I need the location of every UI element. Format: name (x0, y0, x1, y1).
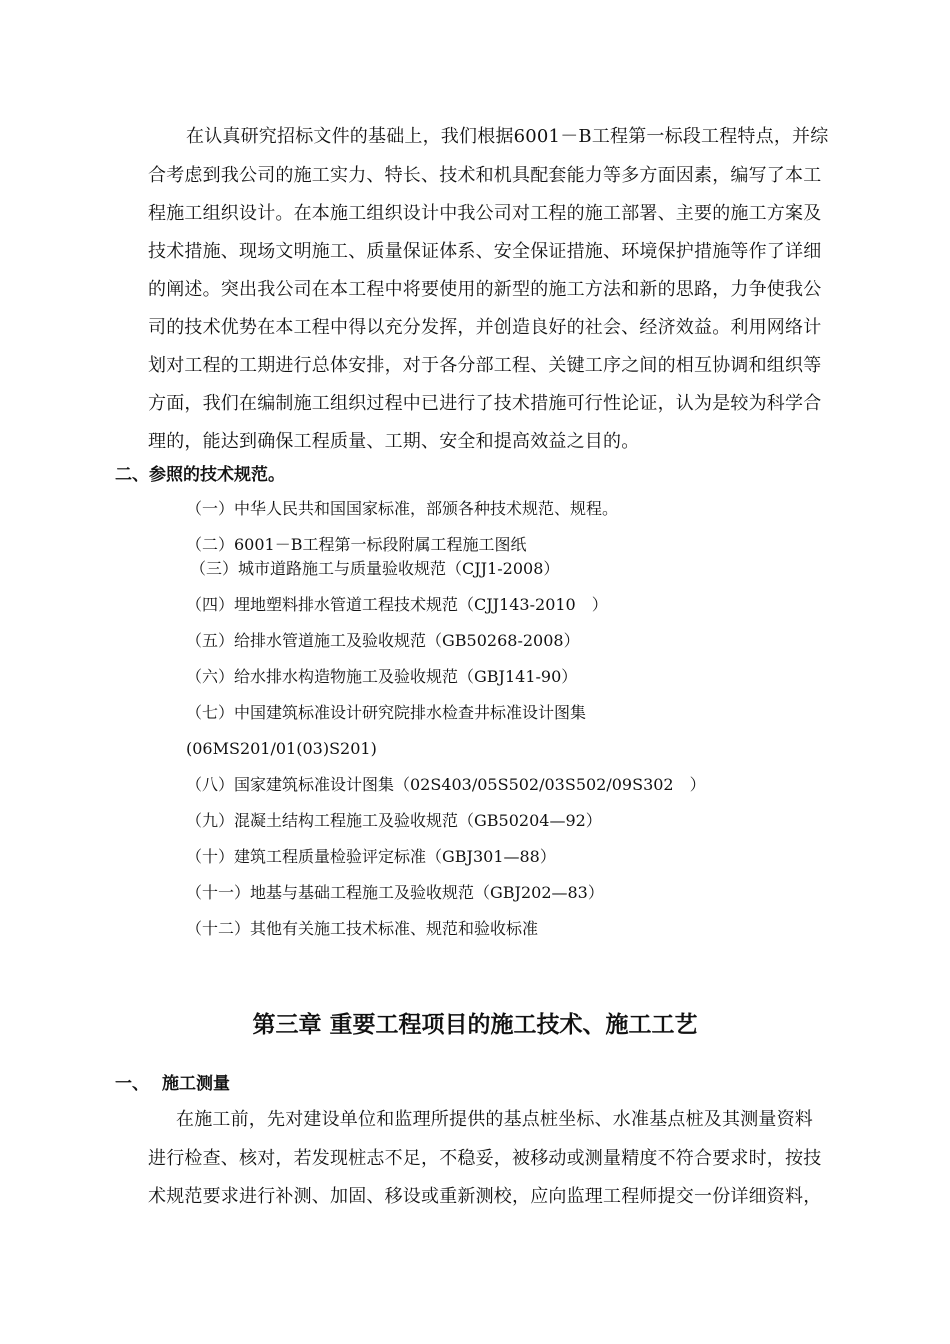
reference-item-2: （二）6001－B工程第一标段附属工程施工图纸 (186, 535, 527, 554)
reference-item-3: （三）城市道路施工与质量验收规范（CJJ1-2008） (190, 559, 560, 578)
reference-item-10: （十）建筑工程质量检验评定标准（GBJ301—88） (186, 847, 556, 866)
intro-line-1: 在认真研究招标文件的基础上，我们根据6001－B工程第一标段工程特点，并综 (186, 126, 829, 147)
intro-line-9: 理的，能达到确保工程质量、工期、安全和提高效益之目的。 (148, 431, 640, 452)
section-heading-references: 二、参照的技术规范。 (115, 465, 285, 485)
reference-item-4: （四）埋地塑料排水管道工程技术规范（CJJ143-2010 ） (186, 595, 608, 614)
reference-item-7-continued: (06MS201/01(03)S201) (186, 739, 377, 758)
intro-line-5: 的阐述。突出我公司在本工程中将要使用的新型的施工方法和新的思路，力争使我公 (148, 279, 822, 300)
intro-line-8: 方面，我们在编制施工组织过程中已进行了技术措施可行性论证，认为是较为科学合 (148, 393, 822, 414)
section-number: 一、 (115, 1074, 149, 1094)
intro-line-7: 划对工程的工期进行总体安排，对于各分部工程、关键工序之间的相互协调和组织等 (148, 355, 822, 376)
reference-item-7: （七）中国建筑标准设计研究院排水检查井标准设计图集 (186, 703, 587, 722)
section-title-survey: 施工测量 (162, 1074, 230, 1094)
intro-line-3: 程施工组织设计。在本施工组织设计中我公司对工程的施工部署、主要的施工方案及 (148, 203, 822, 224)
intro-line-4: 技术措施、现场文明施工、质量保证体系、安全保证措施、环境保护措施等作了详细 (148, 241, 822, 262)
chapter-title: 第三章 重要工程项目的施工技术、施工工艺 (252, 1011, 698, 1038)
survey-line-3: 术规范要求进行补测、加固、移设或重新测校，应向监理工程师提交一份详细资料， (148, 1186, 822, 1207)
survey-line-1: 在施工前，先对建设单位和监理所提供的基点桩坐标、水准基点桩及其测量资料 (176, 1109, 813, 1130)
reference-item-12: （十二）其他有关施工技术标准、规范和验收标准 (186, 919, 539, 938)
reference-item-5: （五）给排水管道施工及验收规范（GB50268-2008） (186, 631, 580, 650)
reference-item-8: （八）国家建筑标准设计图集（02S403/05S502/03S502/09S302 ） (186, 775, 706, 794)
reference-item-9: （九）混凝土结构工程施工及验收规范（GB50204—92） (186, 811, 602, 830)
reference-item-1: （一）中华人民共和国国家标准，部颁各种技术规范、规程。 (186, 499, 619, 518)
reference-item-6: （六）给水排水构造物施工及验收规范（GBJ141-90） (186, 667, 578, 686)
intro-line-2: 合考虑到我公司的施工实力、特长、技术和机具配套能力等多方面因素，编写了本工 (148, 165, 822, 186)
survey-line-2: 进行检查、核对，若发现桩志不足，不稳妥，被移动或测量精度不符合要求时，按技 (148, 1148, 822, 1169)
intro-line-6: 司的技术优势在本工程中得以充分发挥，并创造良好的社会、经济效益。利用网络计 (148, 317, 822, 338)
reference-item-11: （十一）地基与基础工程施工及验收规范（GBJ202—83） (186, 883, 604, 902)
